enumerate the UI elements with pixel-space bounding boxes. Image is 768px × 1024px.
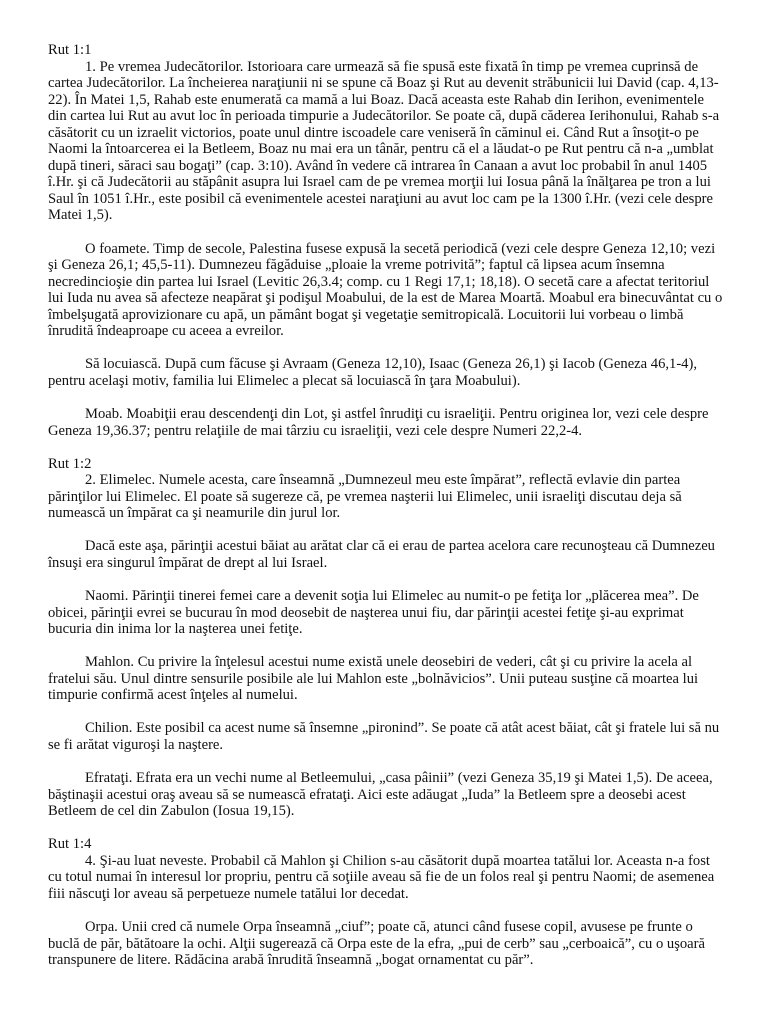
commentary-paragraph: Să locuiască. După cum făcuse şi Avraam (Geneza 12,10), Isaac (Geneza 26,1) şi Iacob (Geneza 46,1-4), pentru acelaşi motiv, familia lui Elimelec a plecat să locuiască în ţara Moabului). — [48, 356, 697, 389]
verse-reference: Rut 1:2 — [48, 455, 92, 472]
commentary-paragraph: Dacă este aşa, părinţii acestui băiat au arătat clar că ei erau de partea acelora care recunoşteau că Dumnezeu însuşi era singurul împărat de drept al lui Israel. — [48, 538, 715, 571]
commentary-paragraph: O foamete. Timp de secole, Palestina fusese expusă la secetă periodică (vezi cele despre Geneza 12,10; vezi şi Geneza 26,1; 45,5-11). Dumnezeu făgăduise „ploaie la vreme potrivită”; faptul că lipsea acum însemna necredincioşie din partea lui Israel (Levitic 26,3.4; comp. cu 1 Regi 17,1; 18,18). O secetă care a afectat teritoriul lui Iuda nu avea să afecteze neapărat şi podişul Moabului, de la est de Marea Moartă. Moabul era binecuvântat cu o îmbelşugată aprovizionare cu apă, un pământ bogat şi vegetaţie semitropicală. Locuitorii lui vorbeau o limbă înrudită îndeaproape cu aceea a evreilor. — [48, 240, 723, 340]
commentary-paragraph: Moab. Moabiţii erau descendenţi din Lot, şi astfel înrudiţi cu israeliţii. Pentru originea lor, vezi cele despre Geneza 19,36.37; pentru relaţiile de mai târziu cu israeliţii, vezi cele despre Numeri 22,2-4. — [48, 406, 709, 439]
commentary-paragraph: 4. Şi-au luat neveste. Probabil că Mahlon şi Chilion s-au căsătorit după moartea tatălui lor. Aceasta n-a fost cu totul numai în interesul lor propriu, pentru că soţiile aveau să fie de un folos real şi pentru Naomi; de asemenea fiii născuţi lor aveau să perpetueze numele tatălui lor decedat. — [48, 852, 715, 902]
commentary-paragraph: Naomi. Părinţii tinerei femei care a devenit soţia lui Elimelec au numit-o pe fetiţa lor „plăcerea mea”. De obicei, părinţii evrei se bucurau în mod deosebit de naşterea unui fiu, dar părinţii acestei fetiţe şi-au exprimat bucuria din inima lor la naşterea unei fetiţe. — [48, 588, 699, 638]
commentary-paragraph: Orpa. Unii cred că numele Orpa înseamnă „ciuf”; poate că, atunci când fusese copil, avusese pe frunte o buclă de păr, bătătoare la ochi. Alţii sugerează că Orpa este de la efra, „pui de cerb” sau „cerboaică”, cu o uşoară transpunere de litere. Rădăcina arabă înrudită înseamnă „bogat ornamentat cu păr”. — [48, 918, 705, 969]
verse-reference: Rut 1:4 — [48, 836, 92, 853]
commentary-paragraph: 2. Elimelec. Numele acesta, care înseamnă „Dumnezeul meu este împărat”, reflectă evlavie din partea părinţilor lui Elimelec. El poate să sugereze că, pe vremea naşterii lui Elimelec, unii israeliţi discutau deja să numească un împărat ca şi neamurile din jurul lor. — [48, 472, 682, 522]
commentary-section-rut-1-2 — [48, 456, 724, 820]
verse-reference: Rut 1:1 — [48, 42, 92, 58]
commentary-section-rut-1-4 — [48, 836, 724, 968]
commentary-paragraph: Chilion. Este posibil ca acest nume să însemne „pironind”. Se poate că atât acest băiat, cât şi fratele lui să nu se fi arătat viguroşi la naştere. — [48, 720, 720, 753]
commentary-section-rut-1-1 — [48, 42, 724, 439]
commentary-paragraph: 1. Pe vremea Judecătorilor. Istorioara care urmează să fie spusă este fixată în timp pe vremea cuprinsă de cartea Judecătorilor. La încheierea naraţiunii ni se spune că Boaz şi Rut au devenit străbunicii lui David (cap. 4,13-22). În Matei 1,5, Rahab este enumerată ca mamă a lui Boaz. Dacă aceasta este Rahab din Ierihon, evenimentele din cartea lui Rut au avut loc în perioada timpurie a Judecătorilor. Se poate că, după căderea Ierihonului, Rahab s-a căsătorit cu un izraelit victorios, poate unul dintre iscoadele care veniseră în căminul ei. Când Rut a însoţit-o pe Naomi la întoarcerea ei la Betleem, Boaz nu mai era un tânăr, pentru că el a lăudat-o pe Rut pentru că n-a „umblat după tineri, săraci sau bogaţi” (cap. 3:10). Având în vedere că intrarea în Canaan a avut loc probabil în anul 1405 î.Hr. şi că Judecătorii au stăpânit asupra lui Israel cam de pe vremea morţii lui Iosua până la înălţarea pe tron a lui Saul în 1051 î.Hr., este posibil că evenimentele acestei naraţiuni au avut loc cam pe la 1300 î.Hr. (vezi cele despre Matei 1,5). — [48, 58, 720, 224]
document-page — [48, 42, 724, 985]
commentary-paragraph: Efrataţi. Efrata era un vechi nume al Betleemului, „casa pâinii” (vezi Geneza 35,19 şi Matei 1,5). De aceea, băştinaşii acestui oraş aveau să se numească efrataţi. Aici este adăugat „Iuda” la Betleem spre a deosebi acest Betleem de cel din Zabulon (Iosua 19,15). — [48, 770, 713, 820]
commentary-paragraph: Mahlon. Cu privire la înţelesul acestui nume există unele deosebiri de vederi, cât şi cu privire la acela al fratelui său. Unul dintre sensurile posibile ale lui Mahlon este „bolnăvicios”. Unii puteau susţine că moartea lui timpurie confirmă acest înţeles al numelui. — [48, 654, 699, 704]
